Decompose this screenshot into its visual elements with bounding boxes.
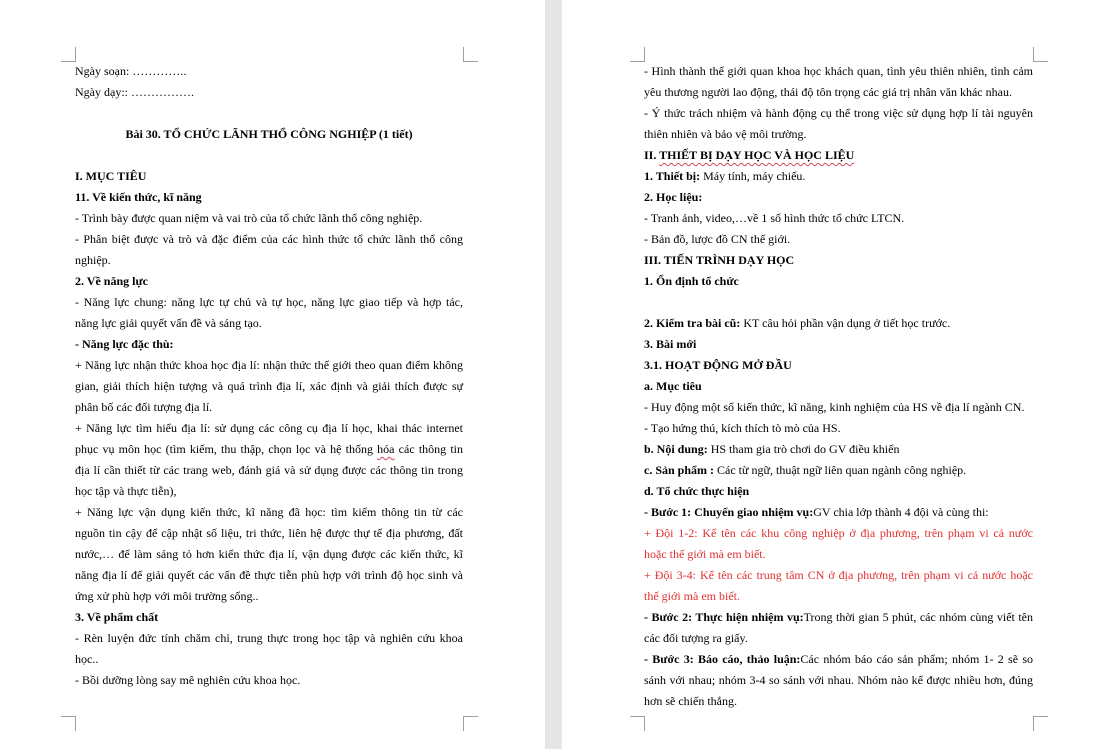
paragraph-line: + Năng lực nhận thức khoa học địa lí: nhận thức thế giới theo quan điểm không [75,358,463,372]
margin-marker-bottom-right [463,716,478,731]
label-buoc-2: - Bước 2: Thực hiện nhiệm vụ: [644,610,804,624]
paragraph-line: - Huy động một số kiến thức, kĩ năng, kinh nghiệm của HS về địa lí ngành CN. [644,400,1025,414]
paragraph-line: các đối tượng ra giấy. [644,631,748,645]
blank-line [644,292,1033,313]
value-san-pham: Các từ ngữ, thuật ngữ liên quan ngành công nghiệp. [714,463,967,477]
paragraph-line: nghiệp. [75,253,111,267]
document-page-left [0,0,545,749]
section-heading-thiet-bi [644,145,1033,166]
paragraph-line: phân bố các đối tượng địa lí. [75,400,213,414]
value-thiet-bi: Máy tính, máy chiếu. [700,169,806,183]
noi-dung-line [644,439,1033,460]
paragraph-line: - Bản đồ, lược đồ CN thế giới. [644,232,791,246]
subheading-nang-luc: 2. Về năng lực [75,274,148,288]
blank-line [75,103,463,124]
subheading-nang-luc-dac-thu: - Năng lực đặc thù: [75,337,174,351]
paragraph-line: + Năng lực vận dụng kiến thức, kĩ năng đã học: tìm kiếm thông tin từ các [75,505,463,519]
margin-marker-top-right [1033,47,1048,62]
margin-marker-top-right [463,47,478,62]
blank-line [75,145,463,166]
paragraph-line: ứng xử phù hợp với môi trường sống.. [75,589,259,603]
subheading-pham-chat: 3. Về phẩm chất [75,610,159,624]
paragraph-line: - Ý thức trách nhiệm và hành động cụ thể trong việc sử dụng hợp lí tài nguyên [644,106,1033,120]
spellcheck-flagged-word[interactable]: hóa [377,442,395,456]
label-buoc-1: - Bước 1: Chuyển giao nhiệm vụ: [644,505,814,519]
paragraph-line: nước,… để làm sáng tỏ hơn kiến thức địa lí, vận dụng được các kiến thức, kĩ [75,547,463,561]
subheading-bai-moi: 3. Bài mới [644,337,697,351]
paragraph-line-hoa [75,439,463,460]
paragraph-line: thiên nhiên và bảo vệ môi trường. [644,127,807,141]
label-thiet-bi: 1. Thiết bị: [644,169,701,183]
san-pham-line [644,460,1033,481]
value-noi-dung: HS tham gia trò chơi do GV điều khiển [707,442,900,456]
value-ktbc: KT câu hỏi phần vận dụng ở tiết học trước. [740,316,951,330]
section-heading-muc-tieu: I. MỤC TIÊU [75,169,147,183]
equipment-line [644,166,1033,187]
text-run: các thông tin [394,442,463,456]
paragraph-line: hơn sẽ chiến thắng. [644,694,737,708]
paragraph-line: + Năng lực tìm hiểu địa lí: sử dụng các công cụ địa lí học, khai thác internet [75,421,463,435]
date-prepared-line: Ngày soạn: ………….. [75,64,187,78]
ktbc-line [644,313,1033,334]
paragraph-line: - Trình bày được quan niệm và vai trò của tổ chức lãnh thổ công nghiệp. [75,211,423,225]
buoc3-line [644,649,1033,670]
paragraph-line: - Hình thành thế giới quan khoa học khách quan, tình yêu thiên nhiên, tình cảm [644,64,1033,78]
buoc1-line [644,502,1033,523]
margin-marker-top-left [61,47,76,62]
margin-marker-bottom-left [630,716,645,731]
paragraph-line: năng lực giải quyết vấn đề và sáng tạo. [75,316,262,330]
paragraph-line: - Năng lực chung: năng lực tự chủ và tự học, năng lực giao tiếp và hợp tác, [75,295,463,309]
spellcheck-flagged-heading[interactable]: THIẾT BỊ DẠY HỌC VÀ HỌC LIỆU [659,148,855,162]
paragraph-line: - Rèn luyện đức tính chăm chỉ, trung thực trong học tập và nghiên cứu khoa [75,631,463,645]
subheading-on-dinh: 1. Ổn định tổ chức [644,274,739,288]
margin-marker-top-left [630,47,645,62]
subheading-hoat-dong-mo-dau: 3.1. HOẠT ĐỘNG MỞ ĐẦU [644,358,792,372]
margin-marker-bottom-right [1033,716,1048,731]
team-task-line: + Đội 1-2: Kể tên các khu công nghiệp ở địa phương, trên phạm vi cả nước [644,526,1033,540]
team-task-line: hoặc thế giới mà em biết. [644,547,766,561]
lesson-title: Bài 30. TỔ CHỨC LÃNH THỔ CÔNG NGHIỆP (1 tiết) [125,127,413,141]
paragraph-line: - Tạo hứng thú, kích thích tò mò của HS. [644,421,841,435]
team-task-line: + Đội 3-4: Kể tên các trung tâm CN ở địa phương, trên phạm vi cả nước hoặc [644,568,1033,582]
label-hoc-lieu: 2. Học liệu: [644,190,703,204]
paragraph-line: học tập và thực tiễn), [75,484,177,498]
label-buoc-3: - Bước 3: Báo cáo, thảo luận: [644,652,801,666]
paragraph-line: năng địa lí để giải quyết các vấn đề thực tiễn phù hợp với trình độ học sinh và [75,568,463,582]
label-ktbc: 2. Kiểm tra bài cũ: [644,316,741,330]
paragraph-line: - Tranh ảnh, video,…về 1 số hình thức tổ chức LTCN. [644,211,905,225]
paragraph-line: - Bồi dưỡng lòng say mê nghiên cứu khoa học. [75,673,301,687]
label-noi-dung: b. Nội dung: [644,442,708,456]
paragraph-line: nguồn tin cậy để cập nhật số liệu, tri thức, liên hệ được thự tế địa phương, đất [75,526,463,540]
value-buoc-3: Các nhóm báo cáo sản phẩm; nhóm 1- 2 sẽ so [800,652,1033,666]
subheading-muc-tieu: a. Mục tiêu [644,379,702,393]
value-buoc-1: GV chia lớp thành 4 đội và cùng thi: [813,505,989,519]
paragraph-line: - Phân biệt được và trò và đặc điểm của các hình thức tổ chức lãnh thổ công [75,232,463,246]
subheading-to-chuc: d. Tổ chức thực hiện [644,484,750,498]
paragraph-line: học.. [75,652,99,666]
date-taught-line: Ngày dạy:: ……………. [75,85,194,99]
section-heading-tien-trinh: III. TIẾN TRÌNH DẠY HỌC [644,253,795,267]
text-run: phục vụ môn học (tìm kiếm, thu thập, chọn lọc và hệ thống [75,442,378,456]
value-buoc-2: Trong thời gian 5 phút, các nhóm cùng viết tên [803,610,1033,624]
team-task-line: thế giới mà em biết. [644,589,740,603]
buoc2-line [644,607,1033,628]
document-page-right [562,0,1105,749]
roman-numeral: II. [644,148,657,162]
paragraph-line: yêu thương người lao động, thái độ tôn trọng các giá trị nhân văn khác nhau. [644,85,1012,99]
paragraph-line: gian, giải thích hiện tượng và quá trình địa lí, xác định và giải thích được sự [75,379,463,393]
paragraph-line: địa lí cần thiết từ các trang web, đánh giá và sử dụng được các thông tin trong [75,463,463,477]
page-right-text[interactable] [644,61,1033,712]
label-san-pham: c. Sản phẩm : [644,463,715,477]
page-left-text[interactable] [75,61,463,691]
subheading-kien-thuc: 11. Về kiến thức, kĩ năng [75,190,202,204]
margin-marker-bottom-left [61,716,76,731]
paragraph-line: sánh với nhau; nhóm 3-4 so sánh với nhau. Nhóm nào kể được nhiều hơn, đúng [644,673,1033,687]
